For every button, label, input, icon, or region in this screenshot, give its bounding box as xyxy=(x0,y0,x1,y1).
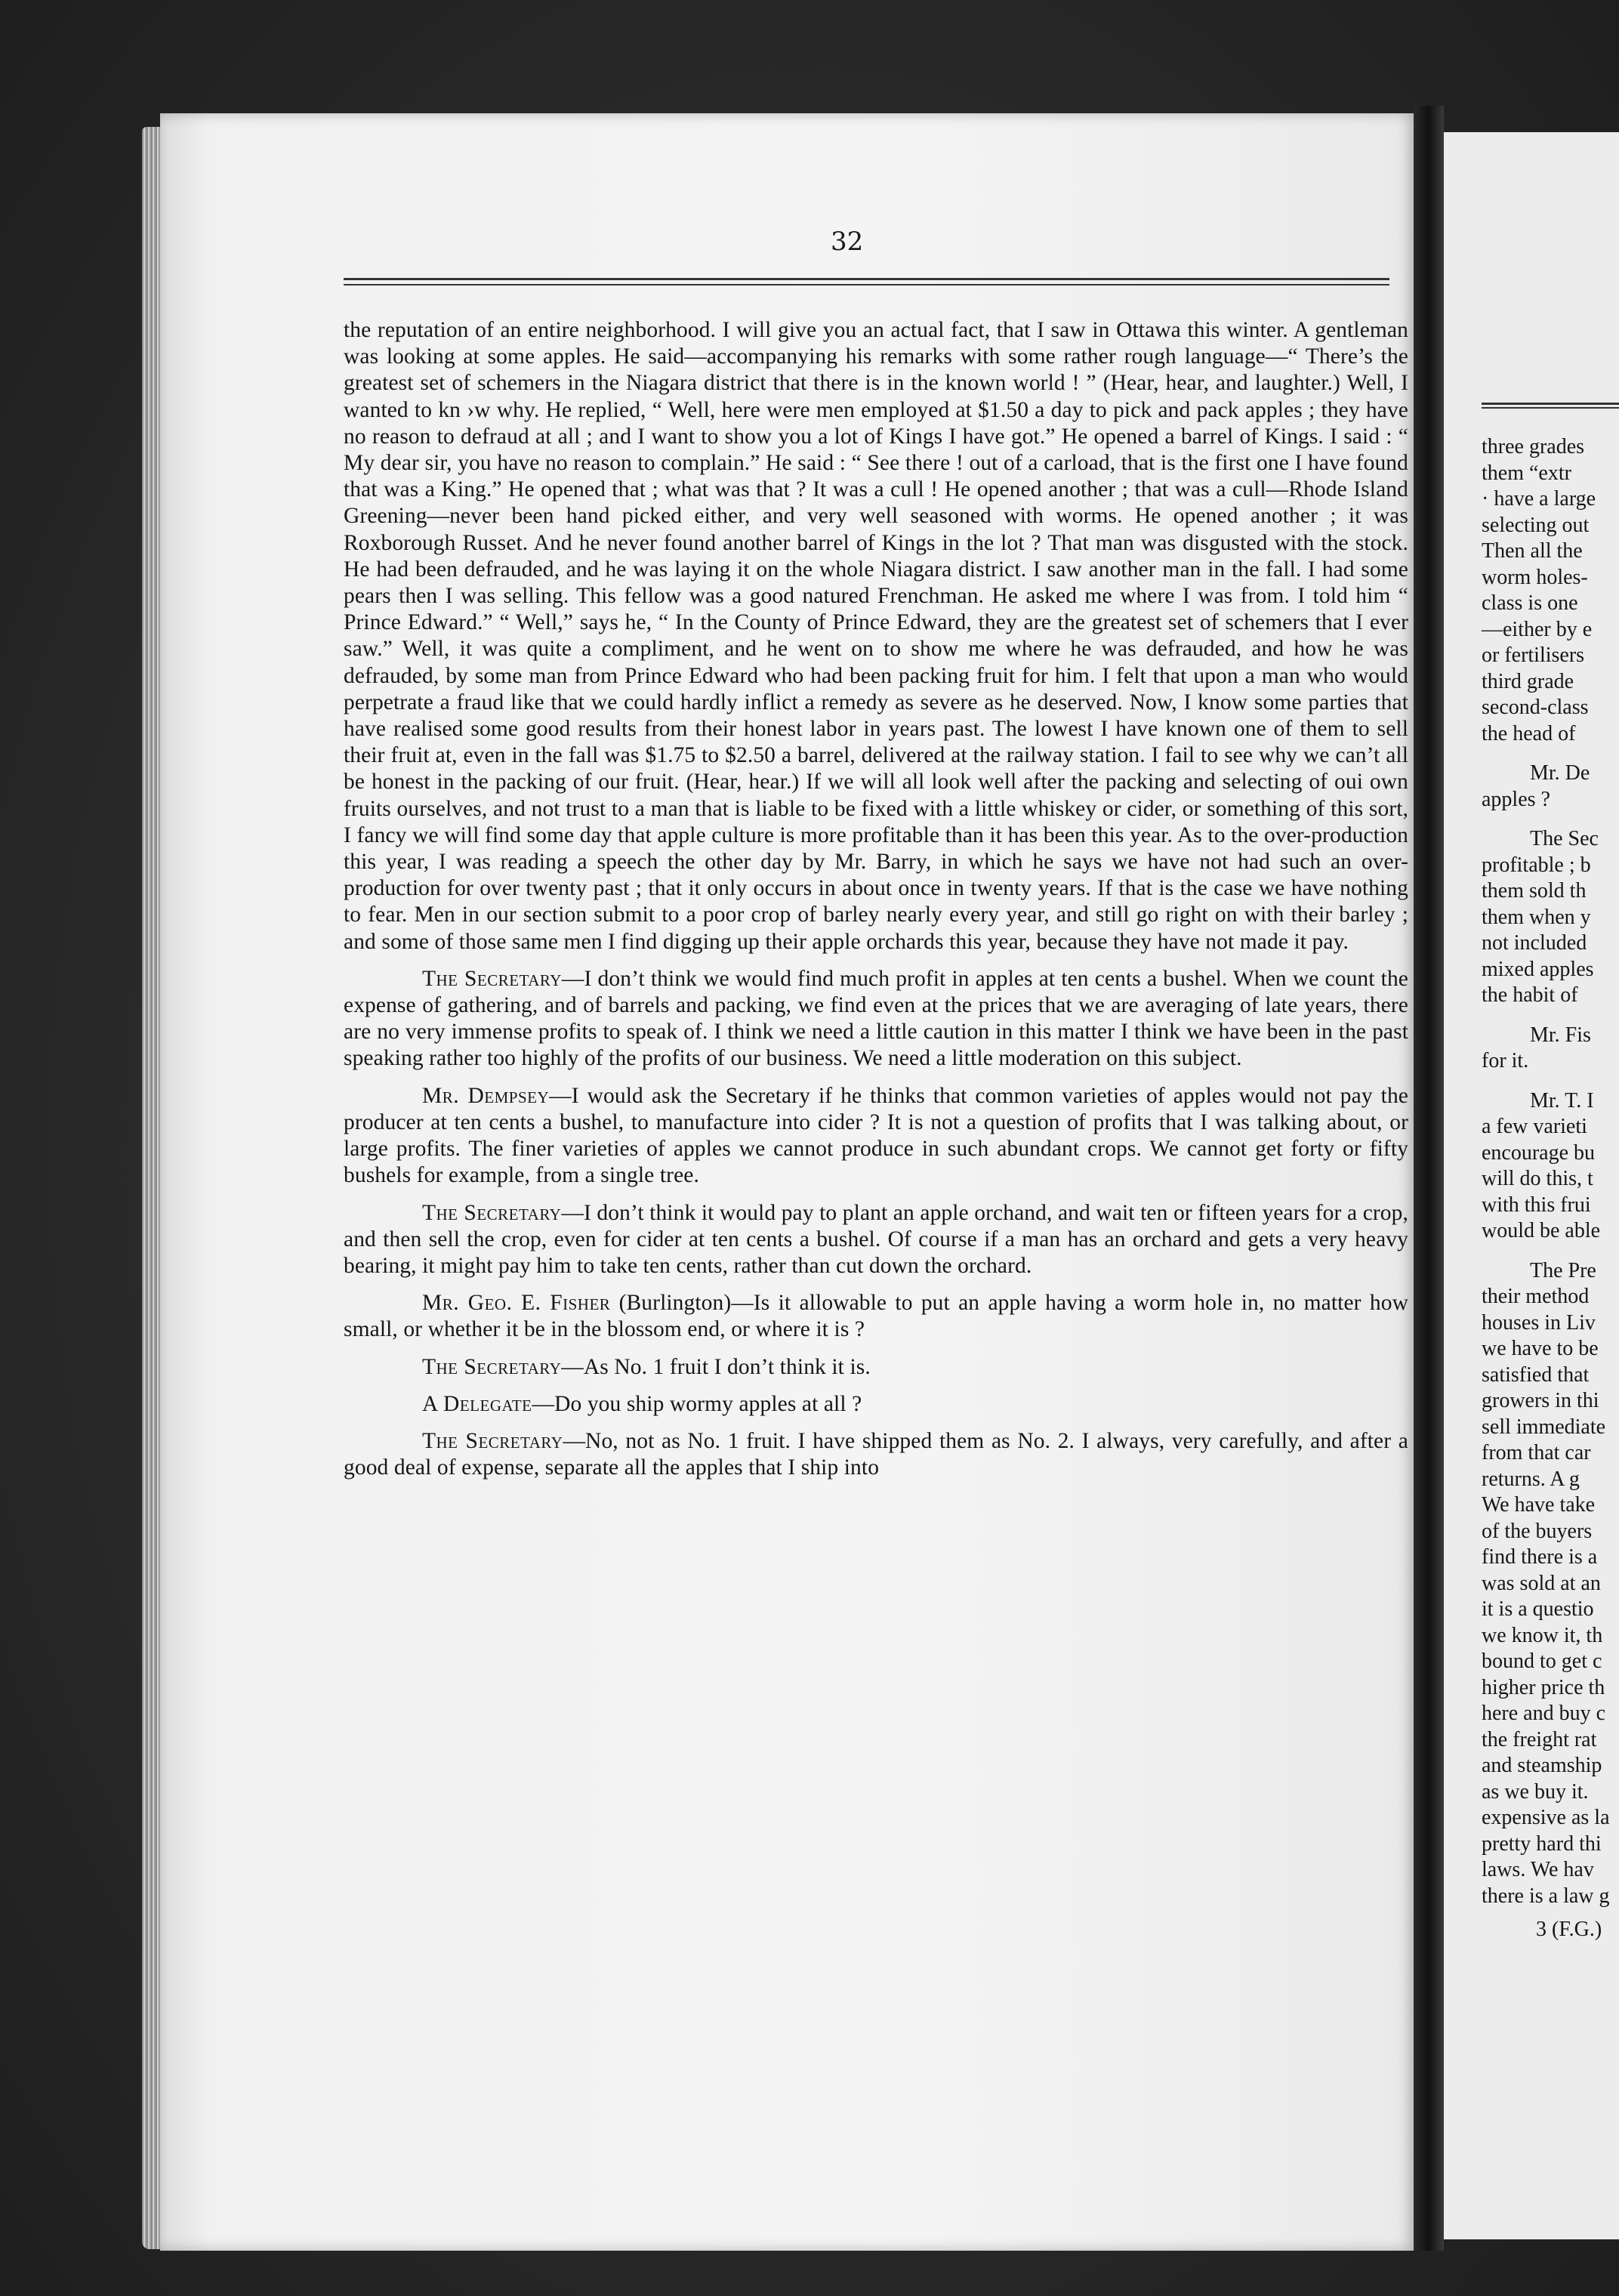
text-line: the head of xyxy=(1482,721,1576,745)
text-line: pretty hard thi xyxy=(1482,1832,1602,1856)
speaker-name: Mr. Dempsey xyxy=(422,1083,550,1108)
text-line: Mr. De xyxy=(1530,761,1590,785)
speaker-name: Mr. Geo. E. Fisher xyxy=(422,1291,611,1316)
text-line: the freight rat xyxy=(1482,1727,1597,1751)
text-line: Then all the xyxy=(1482,539,1583,563)
text-line: houses in Liv xyxy=(1482,1310,1596,1335)
text-line: not included xyxy=(1482,931,1587,955)
text-line: profitable ; b xyxy=(1482,853,1591,877)
speaker-name: The Secretary xyxy=(422,1200,562,1225)
line-gap xyxy=(1482,1009,1619,1023)
text-line: —either by e xyxy=(1482,617,1593,641)
text-line: the habit of xyxy=(1482,983,1578,1007)
line-gap xyxy=(1482,1245,1619,1258)
text-line: and steamship xyxy=(1482,1754,1602,1777)
paragraph-text: —I would ask the Secretary if he thinks that common varieties of apples would not pay the producer at ten cents a bushel, to manufacture into cider ? It is not a question of profits that I was talking about, or large profits. The finer varieties of apples we cannot produce in such abundant crops. We cannot get forty or fifty bushels for example, from a single tree. xyxy=(344,1083,1408,1188)
line-gap xyxy=(1482,747,1619,761)
speaker-name: A Delegate xyxy=(422,1391,532,1416)
paragraph-text: —I don’t think it would pay to plant an apple orchand, and wait ten or fifteen years for a crop, and then sell the crop, even for cider at ten cents a bushel. Of course if a man has an orchard and gets a very heavy bearing, it might pay him to take ten cents, rather than cut down the orchard. xyxy=(344,1200,1408,1278)
text-line: three grades xyxy=(1482,435,1585,458)
text-line: second-class xyxy=(1482,696,1589,719)
text-line: class is one xyxy=(1482,591,1578,615)
paragraph xyxy=(344,1354,1408,1381)
text-line: there is a law g xyxy=(1482,1884,1610,1908)
text-line: we have to be xyxy=(1482,1337,1599,1360)
right-page xyxy=(1444,132,1619,2239)
text-line: it is a questio xyxy=(1482,1597,1594,1621)
text-line: expensive as la xyxy=(1482,1806,1610,1829)
text-line: We have take xyxy=(1482,1493,1596,1517)
text-line: mixed apples xyxy=(1482,957,1594,981)
text-line: would be able xyxy=(1482,1219,1601,1242)
text-line: · have a large xyxy=(1482,487,1596,511)
speaker-name: The Secretary xyxy=(422,1428,563,1453)
paragraph xyxy=(344,1200,1408,1280)
paragraph-text: —Do you ship wormy apples at all ? xyxy=(532,1391,862,1416)
line-gap xyxy=(1482,813,1619,826)
text-line: third grade xyxy=(1482,669,1574,693)
header-rule xyxy=(344,278,1389,285)
text-line: returns. A g xyxy=(1482,1467,1580,1491)
line-gap xyxy=(1482,1075,1619,1088)
text-line: as we buy it. xyxy=(1482,1779,1589,1804)
text-line: for it. xyxy=(1482,1049,1529,1072)
text-line: find there is a xyxy=(1482,1545,1598,1569)
text-line: them when y xyxy=(1482,905,1591,929)
text-line: satisfied that xyxy=(1482,1362,1590,1387)
paragraph-text: —I don’t think we would find much profit in apples at ten cents a bushel. When we count the expense of gathering, and of barrels and packing, we find even at the prices that we are averaging of late years, there are no very immense profits to speak of. I think we need a little caution in this matter I think we have been in the past speaking rather too highly of the profits of our business. We need a little moderation on this subject. xyxy=(344,966,1409,1071)
paragraph-text: —No, not as No. 1 fruit. I have shipped them as No. 2. I always, very carefully, and after a good deal of expense, separate all the apples that I ship into xyxy=(344,1428,1408,1480)
right-header-rule xyxy=(1482,403,1619,409)
paragraph-text: —As No. 1 fruit I don’t think it is. xyxy=(561,1354,871,1379)
speaker-name: The Secretary xyxy=(422,1354,562,1379)
text-line: Mr. Fis xyxy=(1530,1023,1591,1047)
paragraph-text: (Burlington)—Is it allowable to put an apple having a worm hole in, no matter how small, or whether it be in the blossom end, or where it is ? xyxy=(344,1291,1408,1342)
text-line: worm holes- xyxy=(1482,565,1588,589)
paragraph xyxy=(344,966,1408,1072)
text-line: will do this, t xyxy=(1482,1167,1593,1190)
right-page-body xyxy=(1482,434,1619,1943)
book-spine xyxy=(1414,106,1444,2251)
text-line: them sold th xyxy=(1482,879,1587,903)
paragraph xyxy=(344,1428,1408,1481)
text-line: or fertilisers xyxy=(1482,643,1585,667)
text-line: Mr. T. I xyxy=(1530,1088,1594,1113)
text-line: selecting out xyxy=(1482,513,1590,537)
text-line: from that car xyxy=(1482,1441,1591,1464)
text-line: sell immediate xyxy=(1482,1415,1606,1439)
paragraph xyxy=(344,1290,1408,1343)
signature-mark: 3 (F.G.) xyxy=(1536,1918,1602,1941)
left-page-body xyxy=(344,317,1408,1492)
text-line: we know it, th xyxy=(1482,1623,1603,1647)
text-line: laws. We hav xyxy=(1482,1858,1594,1881)
page-number: 32 xyxy=(831,227,864,257)
text-line: higher price th xyxy=(1482,1675,1605,1699)
paragraph xyxy=(344,317,1408,955)
text-line: The Sec xyxy=(1530,827,1599,850)
text-line: their method xyxy=(1482,1285,1590,1308)
text-line: was sold at an xyxy=(1482,1571,1601,1595)
paragraph-text: the reputation of an entire neighborhood. I will give you an actual fact, that I saw in Ottawa this winter. A gentleman was looking at some apples. He said—accompanying his remarks with some rather rough language—“ There’s the greatest set of schemers in the Niagara district that there is in the known world ! ” (Hear, hear, and laughter.) Well, I wanted to kn ›w why. He replied, “ Well, here were men employed at $1.50 a day to pick and pack apples ; they have no reason to defraud at all ; and I want to show you a lot of Kings I have got.” He opened a barrel of Kings. I said : “ My dear sir, you have no reason to complain.” He said : “ See there ! out of a carload, that is the first one I have found that was a King.” He opened that ; what was that ? It was a cull ! He opened another ; that was a cull—Rhode Island Greening—never been hand picked either, and very well seasoned with worms. He opened another ; it was Roxborough Russet. And he never found another barrel of Kings in the lot ? That man was disgusted with the stock. He had been defrauded, and he was laying it on the whole Niagara district. I saw another man in the fall. I had some pears then I was selling. This fellow was a good natured Frenchman. He asked me where I was from. I told him “ Prince Edward.” “ Well,” says he, “ In the County of Prince Edward, they are the greatest set of schemers that I ever saw.” Well, it was quite a compliment, and he went on to show me where he was defrauded, and how he was defrauded, by some man from Prince Edward who had been packing fruit for him. I felt that upon a man who would perpetrate a fraud like that we could hardly inflict a remedy as severe as he deserved. Now, I know some parties that have realised some good results from their honest labor in years past. The lowest I have known one of them to sell their fruit at, even in the fall was $1.75 to $2.50 a barrel, delivered at the railway station. I fail to see why we can’t all be honest in the packing of our fruit. (Hear, hear.) If we will all look well after the packing and selecting of oui own fruits ourselves, and not trust to a man that is liable to be fixed with a little whiskey or cider, or something of this sort, I fancy we will find some day that apple culture is more profitable than it has been this year. As to the over-production this year, I was reading a speech the other day by Mr. Barry, in which he says we have not had such an over-production for over twenty past ; that it only occurs in about once in twenty years. If that is the case we have nothing to fear. Men in our section submit to a poor crop of barley nearly every year, and still go right on with their barley ; and some of those same men I find digging up their apple orchards this year, because they have not made it pay. xyxy=(344,318,1408,954)
text-line: here and buy c xyxy=(1482,1702,1606,1725)
paragraph xyxy=(344,1083,1408,1190)
text-line: encourage bu xyxy=(1482,1140,1596,1165)
text-line: with this frui xyxy=(1482,1193,1591,1217)
paragraph xyxy=(344,1391,1408,1418)
text-line: growers in thi xyxy=(1482,1389,1599,1412)
text-line: them “extr xyxy=(1482,461,1571,485)
speaker-name: The Secretary xyxy=(422,966,562,991)
text-line: bound to get c xyxy=(1482,1649,1602,1673)
text-line: The Pre xyxy=(1530,1258,1596,1282)
text-line: apples ? xyxy=(1482,787,1550,811)
text-line: of the buyers xyxy=(1482,1519,1593,1543)
text-line: a few varieti xyxy=(1482,1115,1587,1138)
